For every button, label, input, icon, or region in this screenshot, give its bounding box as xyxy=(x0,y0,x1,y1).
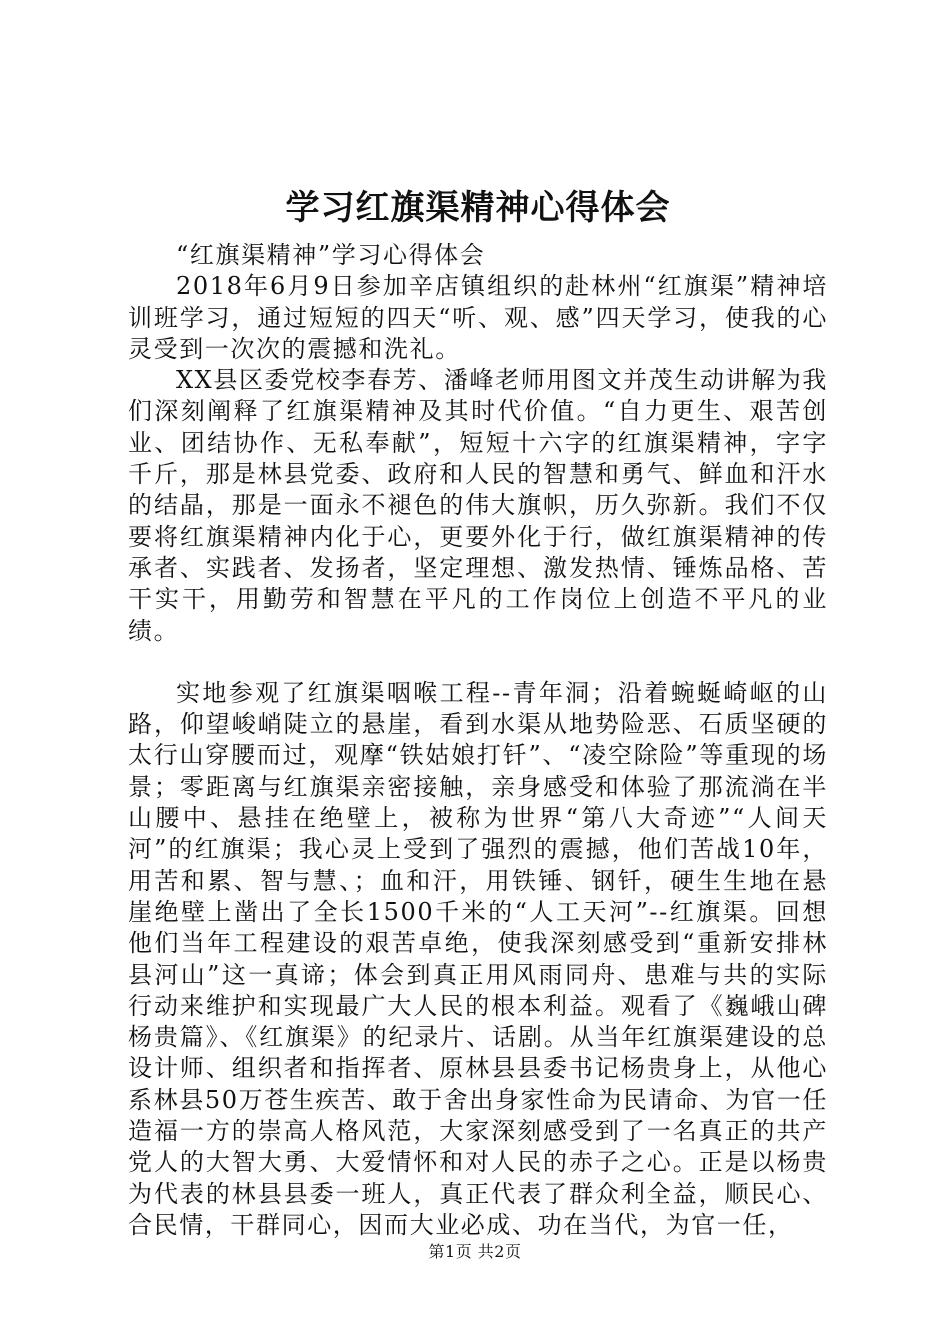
paragraph-intro: 2018年6月9日参加辛店镇组织的赴林州“红旗渠”精神培训班学习，通过短短的四天“听、观、感”四天学习，使我的心灵受到一次次的震撼和洗礼。 xyxy=(128,272,828,363)
document-page xyxy=(128,0,828,1344)
paragraph-spirit: XX县区委党校李春芳、潘峰老师用图文并茂生动讲解为我们深刻阐释了红旗渠精神及其时代价值。“自力更生、艰苦创业、团结协作、无私奉献”，短短十六字的红旗渠精神，字字千斤，那是林县党委、政府和人民的智慧和勇气、鲜血和汗水的结晶，那是一面永不褪色的伟大旗帜，历久弥新。我们不仅要将红旗渠精神内化于心，更要外化于行，做红旗渠精神的传承者、实践者、发扬者，坚定理想、激发热情、锤炼品格、苦干实干，用勤劳和智慧在平凡的工作岗位上创造不平凡的业绩。 xyxy=(128,366,828,645)
document-body xyxy=(128,240,828,1241)
page-footer: 第1页 共2页 xyxy=(428,1242,522,1261)
paragraph-subtitle: “红旗渠精神”学习心得体会 xyxy=(176,241,486,269)
paragraph-visit: 实地参观了红旗渠咽喉工程--青年洞；沿着蜿蜒崎岖的山路，仰望峻峭陡立的悬崖，看到水渠从地势险恶、石质坚硬的太行山穿腰而过，观摩“铁姑娘打钎”、“凌空除险”等重现的场景；零距离与红旗渠亲密接触，亲身感受和体验了那流淌在半山腰中、悬挂在绝壁上，被称为世界“第八大奇迹”“人间天河”的红旗渠；我心灵上受到了强烈的震撼，他们苦战10年，用苦和累、智与慧、；血和汗，用铁锤、钢钎，硬生生地在悬崖绝壁上凿出了全长1500千米的“人工天河”--红旗渠。回想他们当年工程建设的艰苦卓绝，使我深刻感受到“重新安排林县河山”这一真谛；体会到真正用风雨同舟、患难与共的实际行动来维护和实现最广大人民的根本利益。观看了《巍峨山碑杨贵篇》、《红旗渠》的纪录片、话剧。从当年红旗渠建设的总设计师、组织者和指挥者、原林县县委书记杨贵身上，从他心系林县50万苍生疾苦、敢于舍出身家性命为民请命、为官一任造福一方的崇高人格风范，大家深刻感受到了一名真正的共产党人的大智大勇、大爱情怀和对人民的赤子之心。正是以杨贵为代表的林县县委一班人，真正代表了群众利全益，顺民心、合民情，干群同心，因而大业必成、功在当代，为官一任， xyxy=(128,678,828,1239)
document-title: 学习红旗渠精神心得体会 xyxy=(285,188,671,228)
